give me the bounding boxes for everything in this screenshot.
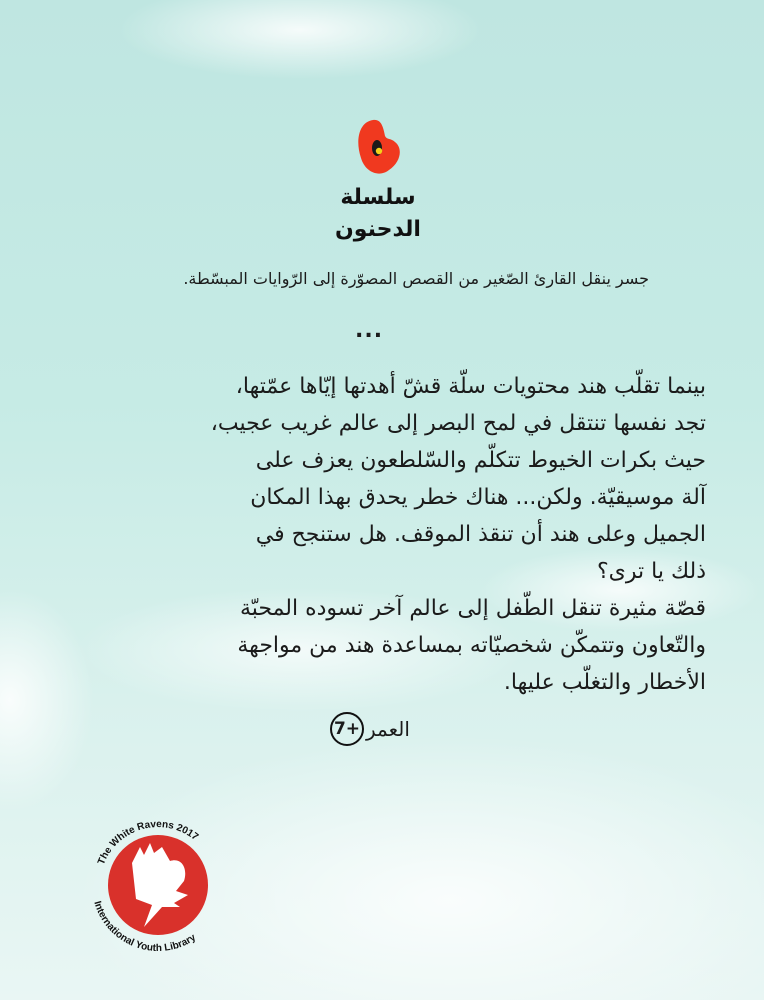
- blurb-line: قصّة مثيرة تنقل الطّفل إلى عالم آخر تسوده المحبّة: [239, 596, 706, 621]
- blurb-line: الأخطار والتغلّب عليها.: [503, 670, 706, 695]
- blurb-line: ذلك يا ترى؟: [596, 559, 706, 584]
- award-top-text: The White Ravens 2017: [96, 819, 201, 867]
- blurb-line: الجميل وعلى هند أن تنقذ الموقف. هل ستنجح في: [255, 522, 706, 547]
- blurb: [146, 368, 706, 701]
- blurb-line: آلة موسيقيّة. ولكن... هناك خطر يحدق بهذا المكان: [250, 485, 706, 510]
- award-bottom-text: International Youth Library: [91, 899, 198, 955]
- blurb-line: والتّعاون وتتمكّن شخصيّاته بمساعدة هند من مواجهة: [237, 633, 706, 658]
- age-label: العمر: [366, 717, 410, 741]
- white-ravens-award-seal: [70, 795, 240, 965]
- poppy-flower-icon: [353, 118, 403, 178]
- separator: ...: [355, 318, 384, 343]
- age-badge: 7+: [330, 712, 364, 746]
- series-name-line1: سلسلة: [340, 185, 416, 210]
- series-logo: [318, 118, 438, 246]
- blurb-line: حيث بكرات الخيوط تتكلّم والسّلطعون يعزف على: [255, 448, 706, 473]
- blurb-line: تجد نفسها تنتقل في لمح البصر إلى عالم غريب عجيب،: [210, 411, 706, 436]
- blurb-line: بينما تقلّب هند محتويات سلّة قشّ أهدتها إيّاها عمّتها،: [235, 374, 706, 399]
- tagline: جسر ينقل القارئ الصّغير من القصص المصوّرة إلى الرّوايات المبسّطة.: [183, 269, 649, 288]
- series-name-line2: الدحنون: [335, 217, 421, 242]
- age-rating: [330, 712, 410, 746]
